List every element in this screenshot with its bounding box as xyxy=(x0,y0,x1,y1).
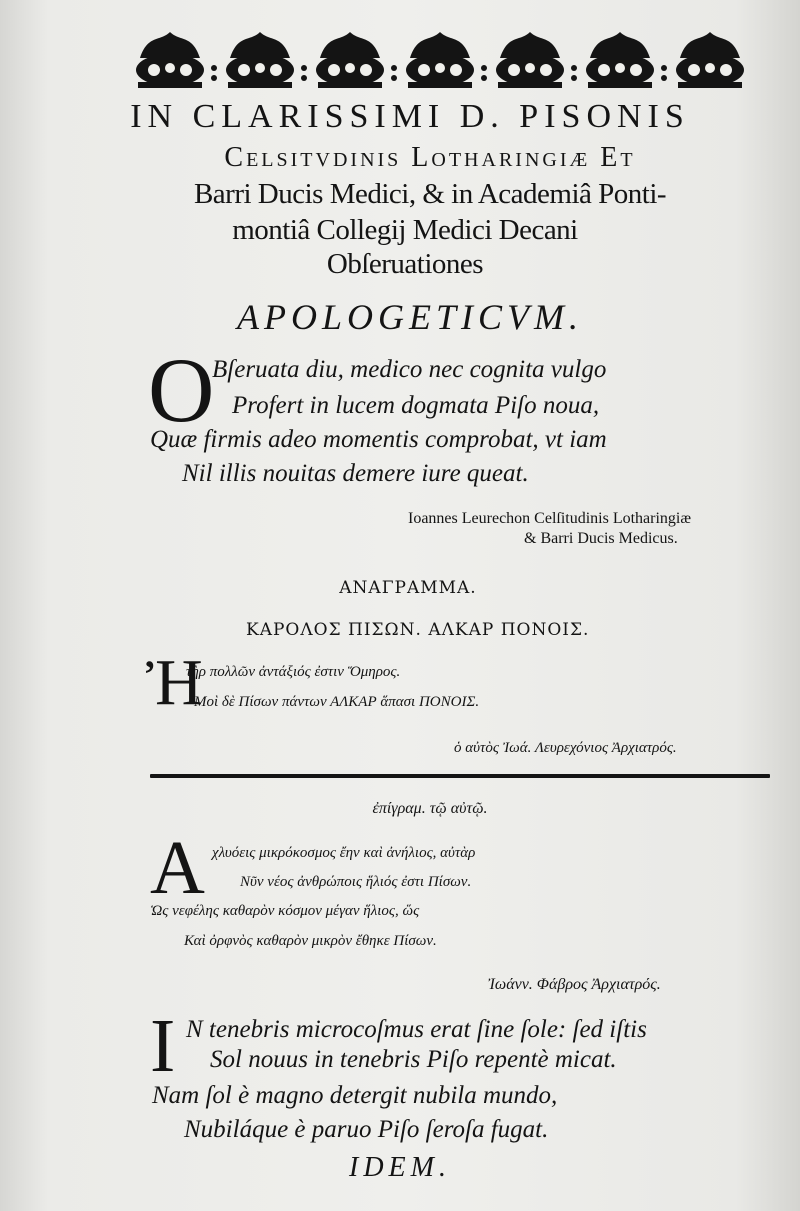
title-line-5: Obſeruationes xyxy=(326,248,484,280)
poem2-line: Nam ſol è magno detergit nubila mundo, xyxy=(152,1082,558,1109)
poem1-signature-line-1: Ioannes Leurechon Celſitudinis Lotharingiæ xyxy=(408,510,692,527)
poem1-line: Bſeruata diu, medico nec cognita vulgo xyxy=(212,356,607,383)
anagram-heading: ΑΝΑΓΡΑΜΜΑ. xyxy=(339,578,477,598)
epigram-signature: Ἰωάνν. Φάβρος Ἀρχιατρός. xyxy=(488,976,661,993)
poem1-heading: APOLOGETICVM. xyxy=(237,297,583,337)
title-line-4: montiâ Collegij Medici Decani xyxy=(232,214,578,246)
anagram-line: ΚΑΡΟΛΟΣ ΠΙΣΩΝ. ΑΛΚΑΡ ΠΟΝΟΙΣ. xyxy=(246,620,590,640)
drop-cap-i: I xyxy=(150,1004,176,1088)
poem1-line: Quæ firmis adeo momentis comprobat, vt iam xyxy=(150,426,607,453)
drop-cap-o: O xyxy=(148,339,215,441)
epigram-line: Ὡς νεφέλης καθαρὸν κόσμον μέγαν ἥλιος, ὥς xyxy=(150,903,420,919)
title-line-1: IN CLARISSIMI D. PISONIS xyxy=(130,98,690,135)
anagram-verse-line: τὴρ πολλῶν ἀντάξιός ἐστιν Ὅμηρος. xyxy=(186,664,401,680)
poem1-line: Nil illis nouitas demere iure queat. xyxy=(182,460,529,487)
poem2-line: Nubiláque è paruo Piſo ſeroſa fugat. xyxy=(184,1116,549,1143)
section-divider xyxy=(150,774,770,778)
drop-cap-eta: Ἠ xyxy=(146,646,203,719)
poem2-closing: IDEM. xyxy=(349,1152,451,1183)
epigram-line: Νῦν νέος ἀνθρώποις ἥλιός ἐστι Πίσων. xyxy=(240,874,472,890)
anagram-verse-line: Μοὶ δὲ Πίσων πάντων ΑΛΚΑΡ ἅπασι ΠΟΝΟΙΣ. xyxy=(194,694,480,710)
poem1-signature-line-2: & Barri Ducis Medicus. xyxy=(524,530,678,547)
drop-cap-alpha: Α xyxy=(150,826,205,910)
poem1-line: Profert in lucem dogmata Piſo noua, xyxy=(232,392,600,419)
epigram-line: χλυόεις μικρόκοσμος ἔην καὶ ἀνήλιος, αὐτὰρ xyxy=(212,845,476,861)
poem2-line: N tenebris microcoſmus erat ſine ſole: ſed iſtis xyxy=(186,1016,647,1043)
epigram-line: Καὶ ὀρφνὸς καθαρὸν μικρὸν ἔθηκε Πίσων. xyxy=(184,933,437,949)
poem2-line: Sol nouus in tenebris Piſo repentè micat. xyxy=(210,1046,617,1073)
title-line-3: Barri Ducis Medici, & in Academiâ Ponti- xyxy=(193,178,667,210)
title-line-2: Celsitvdinis Lotharingiæ Et xyxy=(224,142,636,173)
anagram-signature: ὁ αὐτὸς Ἰωά. Λευρεχόνιος Ἀρχιατρός. xyxy=(454,740,677,756)
floral-headpiece-icon xyxy=(130,28,765,92)
epigram-heading: ἐπίγραμ. τῷ αὐτῷ. xyxy=(372,800,488,817)
